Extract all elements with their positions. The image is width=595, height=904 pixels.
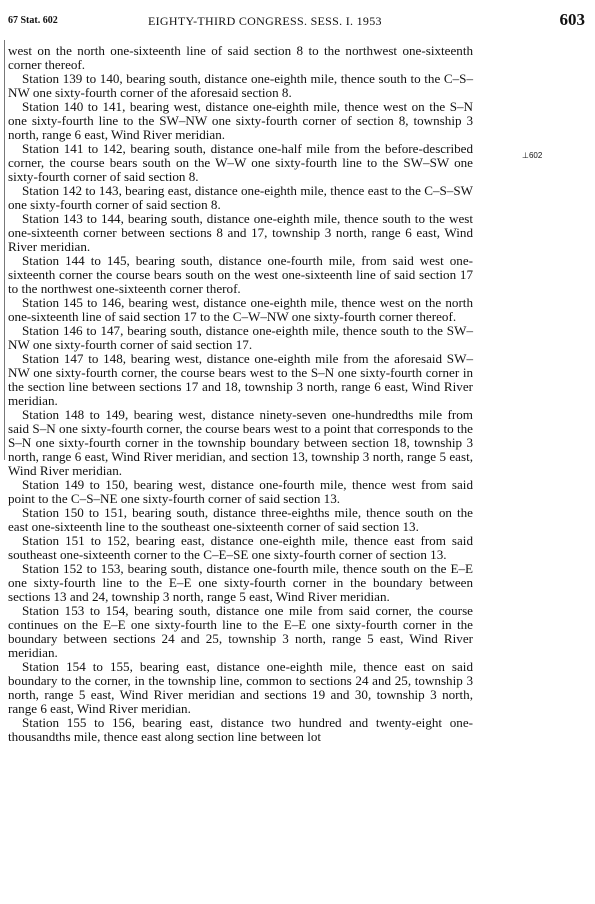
- paragraph: Station 139 to 140, bearing south, distance one-eighth mile, thence south to the C–S–NW one sixty-fourth corner of the aforesaid section 8.: [8, 71, 473, 100]
- margin-rule: [4, 40, 5, 460]
- paragraph: Station 150 to 151, bearing south, distance three-eighths mile, thence south on the east one-sixteenth line to the southeast one-sixteenth corner of said section 13.: [8, 505, 473, 534]
- statute-citation: 67 Stat. 602: [8, 15, 58, 26]
- page-header: [8, 10, 585, 32]
- paragraph: west on the north one-sixteenth line of said section 8 to the northwest one-sixteenth corner thereof.: [8, 43, 473, 72]
- paragraph: Station 144 to 145, bearing south, distance one-fourth mile, from said west one-sixteenth corner the course bears south on the west one-sixteenth line of said section 17 to the northwest one-sixteenth corner therof.: [8, 253, 473, 296]
- paragraph: Station 142 to 143, bearing east, distance one-eighth mile, thence east to the C–S–SW one sixty-fourth corner of said section 8.: [8, 183, 473, 212]
- paragraph: Station 149 to 150, bearing west, distance one-fourth mile, thence west from said point to the C–S–NE one sixty-fourth corner of said section 13.: [8, 477, 473, 506]
- body-text: [8, 44, 473, 744]
- paragraph: Station 155 to 156, bearing east, distance two hundred and twenty-eight one-thousandths mile, thence east along section line between lot: [8, 715, 473, 744]
- paragraph: Station 147 to 148, bearing west, distance one-eighth mile from the aforesaid SW–NW one sixty-fourth corner, the course bears west to the S–N one sixty-fourth corner in the section line between sections 17 and 18, township 3 north, range 6 east, Wind River meridian.: [8, 351, 473, 408]
- paragraph: Station 143 to 144, bearing south, distance one-eighth mile, thence south to the west one-sixteenth corner between sections 8 and 17, township 3 north, range 6 east, Wind River meridian.: [8, 211, 473, 254]
- paragraph: Station 141 to 142, bearing south, distance one-half mile from the before-described corner, the course bears south on the W–W one sixty-fourth line to the SW–SW one sixty-fourth corner of said section 8.: [8, 141, 473, 184]
- page-number: 603: [559, 10, 585, 29]
- paragraph: Station 154 to 155, bearing east, distance one-eighth mile, thence east on said boundary to the corner, in the township line, common to sections 24 and 25, township 3 north, range 5 east, Wind River meridian and sections 19 and 30, township 3 north, range 6 east, Wind River meridian.: [8, 659, 473, 716]
- paragraph: Station 145 to 146, bearing west, distance one-eighth mile, thence west on the north one-sixteenth line of said section 17 to the C–W–NW one sixty-fourth corner thereof.: [8, 295, 473, 324]
- running-title: EIGHTY-THIRD CONGRESS. SESS. I. 1953: [148, 14, 382, 28]
- paragraph: Station 151 to 152, bearing east, distance one-eighth mile, thence east from said southeast one-sixteenth corner to the C–E–SE one sixty-fourth corner of section 13.: [8, 533, 473, 562]
- paragraph: Station 140 to 141, bearing west, distance one-eighth mile, thence west on the S–N one sixty-fourth line to the SW–NW one sixty-fourth corner of section 8, township 3 north, range 6 east, Wind River meridian.: [8, 99, 473, 142]
- paragraph: Station 148 to 149, bearing west, distance ninety-seven one-hundredths mile from said S–N one sixty-fourth corner, the course bears west to a point that corresponds to the S–N one sixty-fourth corner in the township boundary between section 18, township 3 north, range 6 east, Wind River meridian, and section 13, township 3 north, range 5 east, Wind River meridian.: [8, 407, 473, 478]
- paragraph: Station 146 to 147, bearing south, distance one-eighth mile, thence south to the SW–NW one sixty-fourth corner of said section 17.: [8, 323, 473, 352]
- paragraph: Station 152 to 153, bearing south, distance one-fourth mile, thence south on the E–E one sixty-fourth line to the E–E one sixty-fourth corner in the boundary between sections 13 and 24, township 3 north, range 5 east, Wind River meridian.: [8, 561, 473, 604]
- margin-page-reference: ⊥602: [522, 151, 543, 160]
- paragraph: Station 153 to 154, bearing south, distance one mile from said corner, the course continues on the E–E one sixty-fourth line to the E–E one sixty-fourth corner in the boundary between sections 24 and 25, township 3 north, range 5 east, Wind River meridian.: [8, 603, 473, 660]
